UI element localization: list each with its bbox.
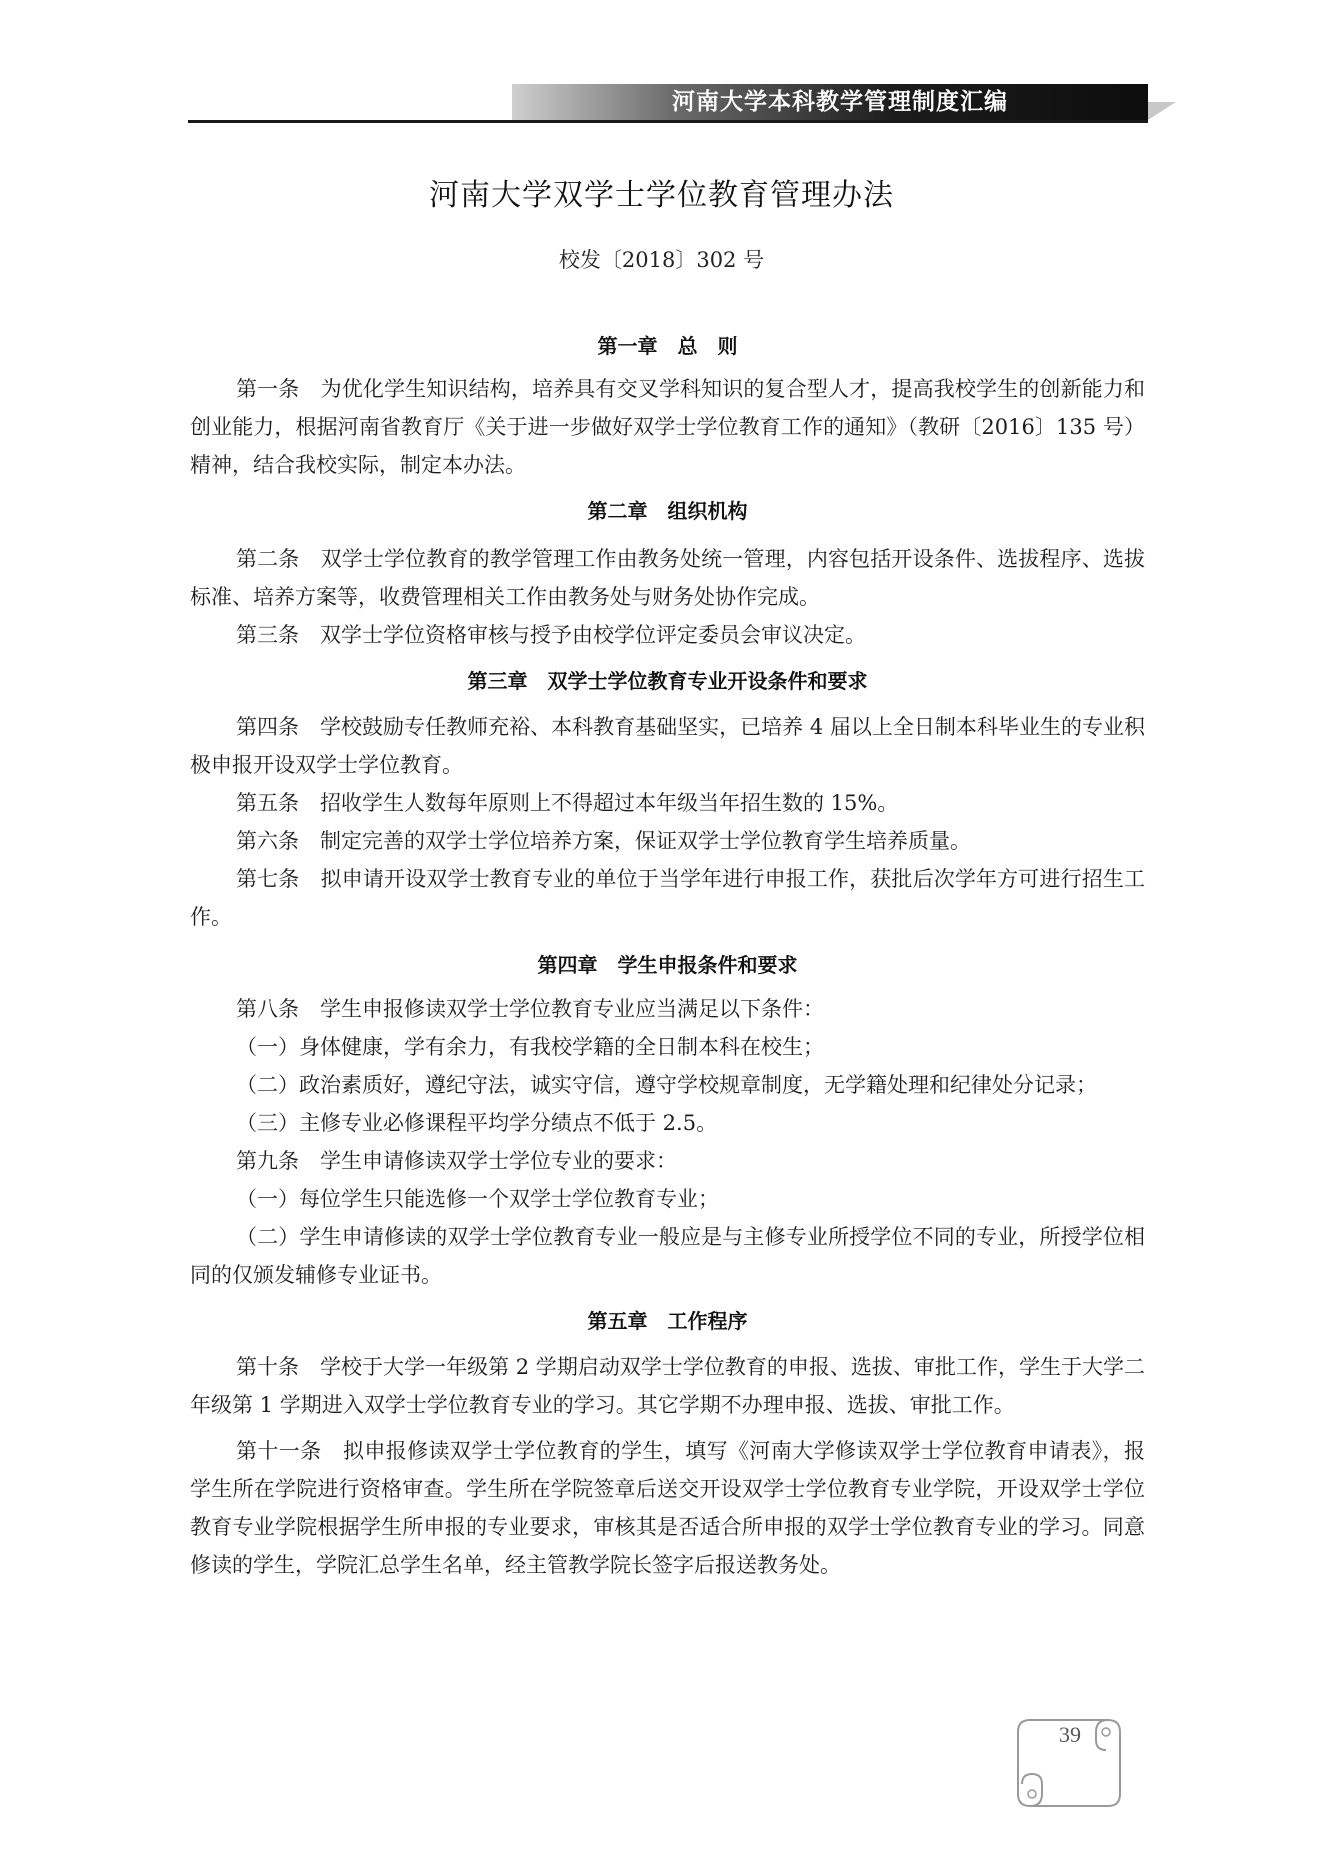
article-paragraph: 第十一条 拟申报修读双学士学位教育的学生，填写《河南大学修读双学士学位教育申请表》，报学生所在学院进行资格审查。学生所在学院签章后送交开设双学士学位教育专业学院，开设双学士学位教育专业学院根据学生所申报的专业要求，审核其是否适合所申报的双学士学位教育专业的学习。同意修读的学生，学院汇总学生名单，经主管教学院长签字后报送教务处。 [190,1439,1145,1577]
article-paragraph: 第九条 学生申请修读双学士学位专业的要求： [236,1149,677,1173]
article-paragraph: 第四条 学校鼓励专任教师充裕、本科教育基础坚实，已培养 4 届以上全日制本科毕业生的专业积极申报开设双学士学位教育。 [190,715,1145,777]
header-tip-decoration [1148,102,1176,120]
article-paragraph: 第六条 制定完善的双学士学位培养方案，保证双学士学位教育学生培养质量。 [236,829,971,853]
chapter-heading: 第四章 学生申报条件和要求 [537,953,798,977]
chapter-heading: 第一章 总 则 [597,334,738,358]
list-item: （三）主修专业必修课程平均学分绩点不低于 2.5。 [236,1111,718,1135]
list-item: （二）政治素质好，遵纪守法，诚实守信，遵守学校规章制度，无学籍处理和纪律处分记录； [236,1073,1097,1097]
article-paragraph: 第二条 双学士学位教育的教学管理工作由教务处统一管理，内容包括开设条件、选拔程序、选拔标准、培养方案等，收费管理相关工作由教务处与财务处协作完成。 [190,547,1145,609]
list-item: （一）每位学生只能选修一个双学士学位教育专业； [236,1187,719,1211]
list-item: （一）身体健康，学有余力，有我校学籍的全日制本科在校生； [236,1035,824,1059]
page-number: 39 [1059,1722,1081,1747]
article-paragraph: 第八条 学生申报修读双学士学位教育专业应当满足以下条件： [236,997,824,1021]
list-item: （二）学生申请修读的双学士学位教育专业一般应是与主修专业所授学位不同的专业，所授学位相同的仅颁发辅修专业证书。 [190,1225,1145,1287]
article-paragraph: 第七条 拟申请开设双学士教育专业的单位于当学年进行申报工作，获批后次学年方可进行招生工作。 [190,867,1145,929]
article-paragraph: 第十条 学校于大学一年级第 2 学期启动双学士学位教育的申报、选拔、审批工作，学生于大学二年级第 1 学期进入双学士学位教育专业的学习。其它学期不办理申报、选拔、审批工作。 [190,1355,1145,1417]
running-header-title: 河南大学本科教学管理制度汇编 [672,88,1008,115]
document-title: 河南大学双学士学位教育管理办法 [429,178,894,213]
article-paragraph: 第一条 为优化学生知识结构，培养具有交叉学科知识的复合型人才，提高我校学生的创新能力和创业能力，根据河南省教育厅《关于进一步做好双学士学位教育工作的通知》（教研〔2016〕135 号）精神，结合我校实际，制定本办法。 [190,377,1145,477]
article-paragraph: 第五条 招收学生人数每年原则上不得超过本年级当年招生数的 15%。 [236,791,899,815]
chapter-heading: 第二章 组织机构 [587,499,748,523]
document-body [190,333,1145,1584]
chapter-heading: 第三章 双学士学位教育专业开设条件和要求 [467,669,868,693]
header-rule [188,120,1148,123]
chapter-heading: 第五章 工作程序 [587,1309,748,1333]
article-paragraph: 第三条 双学士学位资格审核与授予由校学位评定委员会审议决定。 [236,623,866,647]
document-number: 校发〔2018〕302 号 [558,248,765,272]
